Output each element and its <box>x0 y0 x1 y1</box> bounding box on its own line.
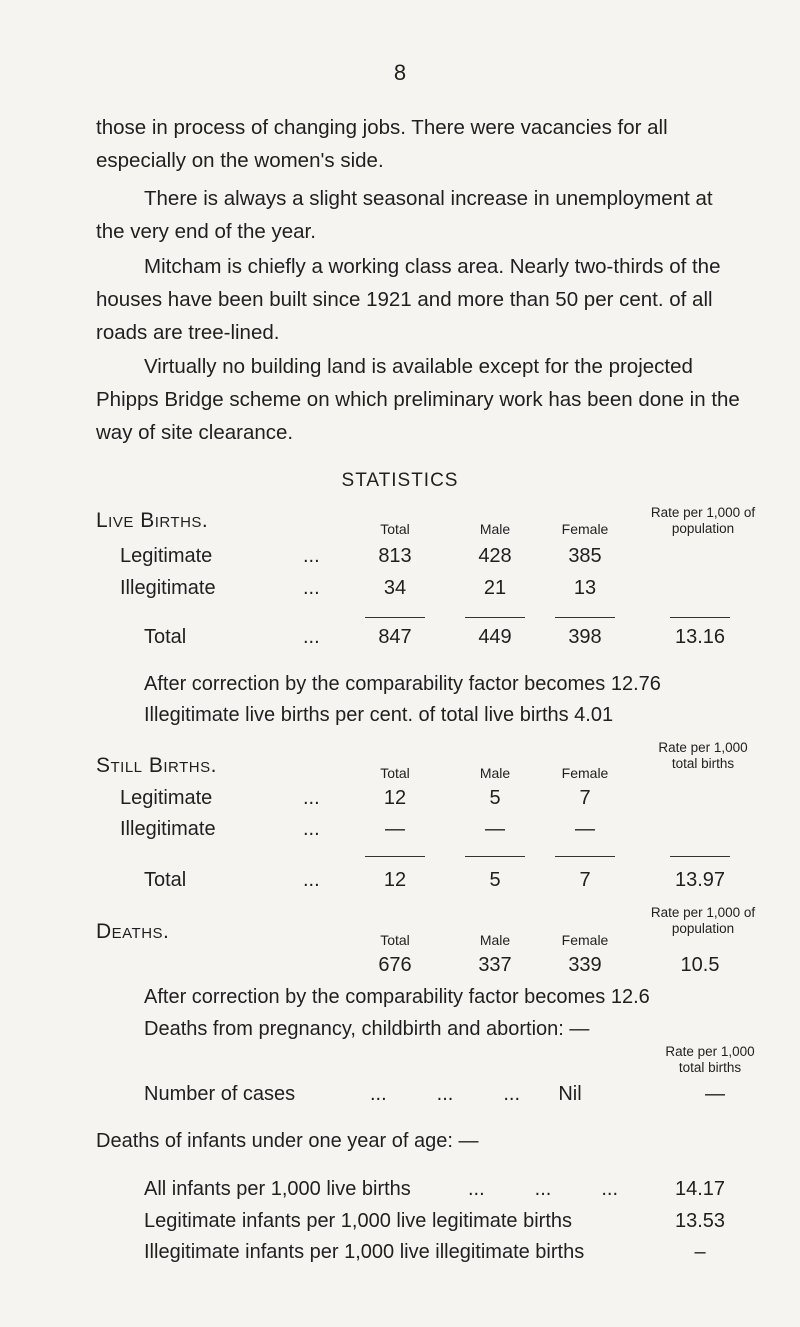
sum-rule <box>670 856 730 857</box>
maternal-deaths-heading: Deaths from pregnancy, childbirth and abortion: — <box>144 1018 590 1040</box>
cell-male: 5 <box>489 869 501 891</box>
deaths-col-total: Total <box>380 932 410 948</box>
cell-female: 385 <box>568 545 602 567</box>
live-births-heading: Live Births. <box>96 509 209 532</box>
row-label: Legitimate <box>120 787 213 809</box>
statistics-title: STATISTICS <box>341 470 459 491</box>
infant-deaths-heading: Deaths of infants under one year of age: — <box>96 1130 479 1152</box>
cell-rate: 10.5 <box>680 954 720 976</box>
cell-rate: 13.97 <box>674 869 726 891</box>
leader-dots: ... <box>303 818 320 840</box>
cell-female: 7 <box>579 869 591 891</box>
sum-rule <box>465 856 525 857</box>
still-births-col-male: Male <box>479 765 511 781</box>
cell-value: – <box>694 1241 706 1263</box>
cell-male: 21 <box>483 577 507 599</box>
cell-female: 13 <box>573 577 597 599</box>
row-label: Total <box>144 626 187 648</box>
live-births-col-male: Male <box>479 521 511 537</box>
live-births-correction-note: After correction by the comparability factor becomes 12.76 <box>144 673 661 695</box>
maternal-col-rate: Rate per 1,000 total births <box>665 1044 755 1075</box>
deaths-col-rate: Rate per 1,000 of population <box>650 905 756 936</box>
sum-rule <box>365 856 425 857</box>
paragraph-continued: those in process of changing jobs. There were vacancies for all especially on the women's side. <box>96 116 668 172</box>
cell-rate: — <box>705 1083 725 1105</box>
leader-dots: ... <box>303 869 320 891</box>
cell-total: — <box>385 818 405 840</box>
cell-value: 14.17 <box>674 1178 726 1200</box>
cell-value: 13.53 <box>674 1210 726 1232</box>
leader-dots: ... <box>303 787 320 809</box>
still-births-heading: Still Births. <box>96 754 217 777</box>
paragraph-seasonal: There is always a slight seasonal increase in unemployment at the very end of the year. <box>96 187 713 243</box>
still-births-col-rate: Rate per 1,000 total births <box>658 740 748 771</box>
page-number: 8 <box>393 60 407 85</box>
illegitimate-percent-note: Illegitimate live births per cent. of total live births 4.01 <box>144 704 614 726</box>
still-births-col-total: Total <box>380 765 410 781</box>
row-label: Legitimate <box>120 545 213 567</box>
paragraph-mitcham: Mitcham is chiefly a working class area. Nearly two-thirds of the houses have been built since 1921 and more than 50 per cent. of all roads are tree-lined. <box>96 255 721 344</box>
cell-male: 5 <box>489 787 501 809</box>
row-label: Number of cases <box>144 1083 296 1105</box>
leader-dots: ... <box>303 626 320 648</box>
deaths-col-male: Male <box>479 932 511 948</box>
deaths-heading: Deaths. <box>96 920 170 943</box>
cell-male: 449 <box>478 626 512 648</box>
cell-male: 428 <box>478 545 512 567</box>
sum-rule <box>555 617 615 618</box>
row-label: Illegitimate <box>120 577 216 599</box>
cell-female: 7 <box>579 787 591 809</box>
cell-total: 12 <box>383 869 407 891</box>
cell-female: 398 <box>568 626 602 648</box>
row-label: All infants per 1,000 live births <box>144 1178 411 1200</box>
cell-total: 813 <box>378 545 412 567</box>
sum-rule <box>365 617 425 618</box>
cell-total: 12 <box>383 787 407 809</box>
cell-total: 847 <box>378 626 412 648</box>
leader-dots: ... <box>303 577 320 599</box>
cell-total: 676 <box>378 954 412 976</box>
cell-female: — <box>575 818 595 840</box>
sum-rule <box>465 617 525 618</box>
cell-rate: 13.16 <box>674 626 726 648</box>
live-births-col-rate: Rate per 1,000 of population <box>650 505 756 536</box>
row-label: Legitimate infants per 1,000 live legitimate births <box>144 1210 573 1232</box>
row-label: Illegitimate infants per 1,000 live illegitimate births <box>144 1241 585 1263</box>
leader-dots: ... <box>303 545 320 567</box>
paragraph-building-land: Virtually no building land is available except for the projected Phipps Bridge scheme on which preliminary work has been done in the way of site clearance. <box>96 355 740 444</box>
sum-rule <box>670 617 730 618</box>
cell-total: 34 <box>383 577 407 599</box>
row-label: Total <box>144 869 187 891</box>
cell-value: Nil <box>558 1083 582 1105</box>
deaths-col-female: Female <box>561 932 609 948</box>
live-births-col-total: Total <box>380 521 410 537</box>
leader-dots: ... ... ... <box>370 1083 521 1105</box>
leader-dots: ... ... ... <box>468 1178 619 1200</box>
still-births-col-female: Female <box>561 765 609 781</box>
sum-rule <box>555 856 615 857</box>
row-label: Illegitimate <box>120 818 216 840</box>
cell-male: 337 <box>478 954 512 976</box>
deaths-correction-note: After correction by the comparability factor becomes 12.6 <box>144 986 650 1008</box>
cell-male: — <box>485 818 505 840</box>
live-births-col-female: Female <box>561 521 609 537</box>
cell-female: 339 <box>568 954 602 976</box>
